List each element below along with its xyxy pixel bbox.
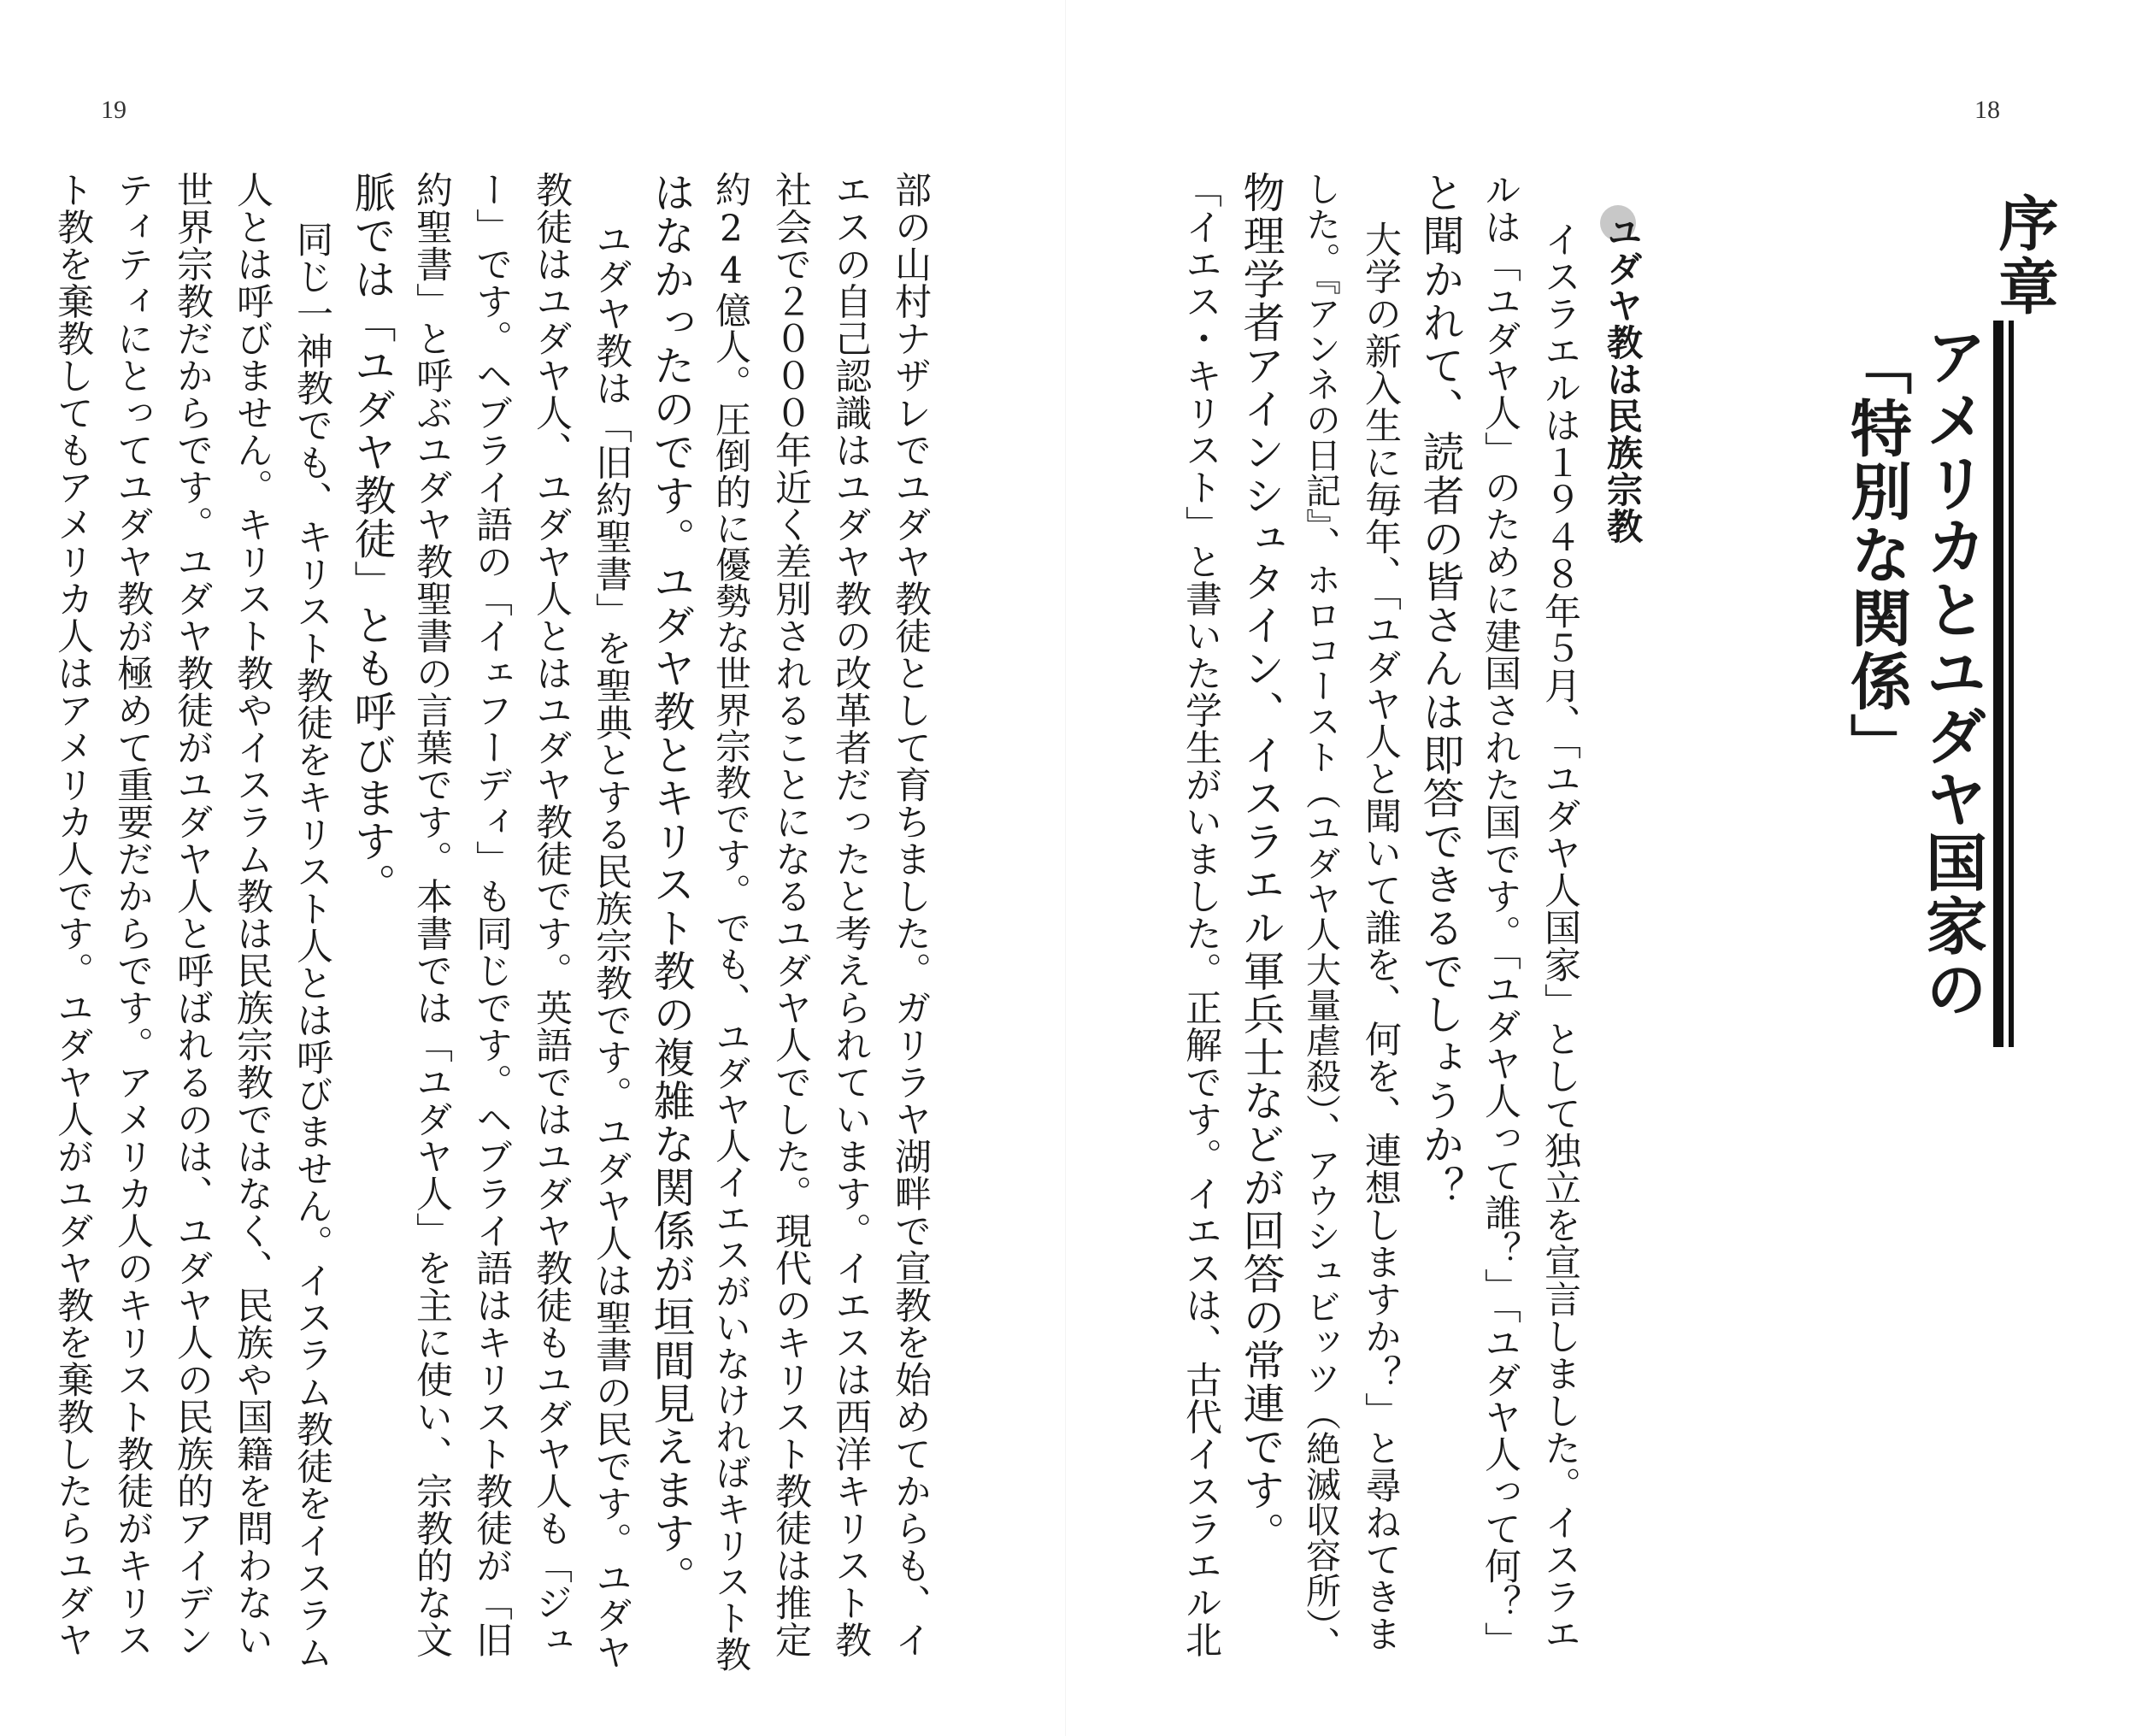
left-page-line-9: 約聖書」と呼ぶユダヤ教聖書の言葉です。本書では「ユダヤ人」を主に使い、宗教的な文	[410, 171, 453, 1658]
left-page-line-15: ト教を棄教してもアメリカ人はアメリカ人です。ユダヤ人がユダヤ教を棄教したらユダヤ	[51, 171, 94, 1658]
right-page-line-2: ルは「ユダヤ人」のために建国された国です。「ユダヤ人って誰？」「ユダヤ人って何？」	[1479, 171, 1521, 1659]
chapter-title-line-2: 「特別な関係」	[1840, 333, 1912, 776]
left-page-line-1: 部の山村ナザレでユダヤ教徒として育ちました。ガリラヤ湖畔で宣教を始めてからも、イ	[889, 171, 932, 1658]
right-page-line-4: 大学の新入生に毎年、「ユダヤ人と聞いて誰を、何を、連想しますか？」と尋ねてきま	[1359, 221, 1402, 1652]
left-page-line-12: 人とは呼びません。キリスト教やイスラム教は民族宗教ではなく、民族や国籍を問わない	[231, 171, 274, 1658]
right-page-line-7: 「イエス・キリスト」と書いた学生がいました。正解です。イエスは、古代イスラエル北	[1180, 171, 1222, 1658]
chapter-title-block	[1769, 192, 2059, 1047]
right-page-line-6: 物理学者アインシュタイン、イスラエル軍兵士などが回答の常連です。	[1237, 171, 1286, 1556]
left-page-line-11: 同じ一神教でも、キリスト教徒をキリスト人とは呼びません。イスラム教徒をイスラム	[291, 221, 333, 1671]
left-page-number: 19	[101, 96, 127, 124]
page-gutter	[1065, 0, 1066, 1736]
right-page-line-3: と聞かれて、読者の皆さんは即答できるでしょうか？	[1416, 171, 1465, 1209]
left-page-line-2: エスの自己認識はユダヤ教の改革者だったと考えられています。イエスは西洋キリスト教	[829, 171, 872, 1658]
chapter-rule-thin	[2009, 321, 2014, 1047]
chapter-label: 序章	[1989, 192, 2059, 319]
right-page-line-1: イスラエルは１９４８年５月、「ユダヤ人国家」として独立を宣言しました。イスラエ	[1539, 221, 1581, 1652]
left-page-line-8: ー」です。ヘブライ語の「イェフーディ」も同じです。ヘブライ語はキリスト教徒が「旧	[470, 171, 513, 1658]
left-page-line-13: 世界宗教だからです。ユダヤ教徒がユダヤ人と呼ばれるのは、ユダヤ人の民族的アイデン	[171, 171, 214, 1658]
section-heading: ユダヤ教は民族宗教	[1602, 214, 1644, 544]
left-page-line-14: ティティにとってユダヤ教が極めて重要だからです。アメリカ人のキリスト教徒がキリス	[111, 171, 154, 1658]
left-page-line-6: ユダヤ教は「旧約聖書」を聖典とする民族宗教です。ユダヤ人は聖書の民です。ユダヤ	[590, 221, 633, 1671]
left-page-line-4: 約24億人。圧倒的に優勢な世界宗教です。でも、ユダヤ人イエスがいなければキリスト教	[710, 171, 752, 1673]
left-page-line-10: 脈では「ユダヤ教徒」とも呼びます。	[348, 171, 397, 907]
right-page-number: 18	[1974, 96, 2000, 124]
left-page-line-5: はなかったのです。ユダヤ教とキリスト教の複雑な関係が垣間見えます。	[647, 171, 696, 1598]
chapter-title-line-1: アメリカとユダヤ国家の	[1915, 325, 1987, 1021]
chapter-rule-thick	[1993, 321, 2003, 1047]
right-page-line-5: した。『アンネの日記』、ホロコースト（ユダヤ人大量虐殺）、アウシュビッツ（絶滅収容所）、	[1300, 171, 1341, 1662]
left-page-line-7: 教徒はユダヤ人、ユダヤ人とはユダヤ教徒です。英語ではユダヤ教徒もユダヤ人も「ジュ	[530, 171, 573, 1658]
left-page-line-3: 社会で２０００年近く差別されることになるユダヤ人でした。現代のキリスト教徒は推定	[769, 171, 812, 1658]
